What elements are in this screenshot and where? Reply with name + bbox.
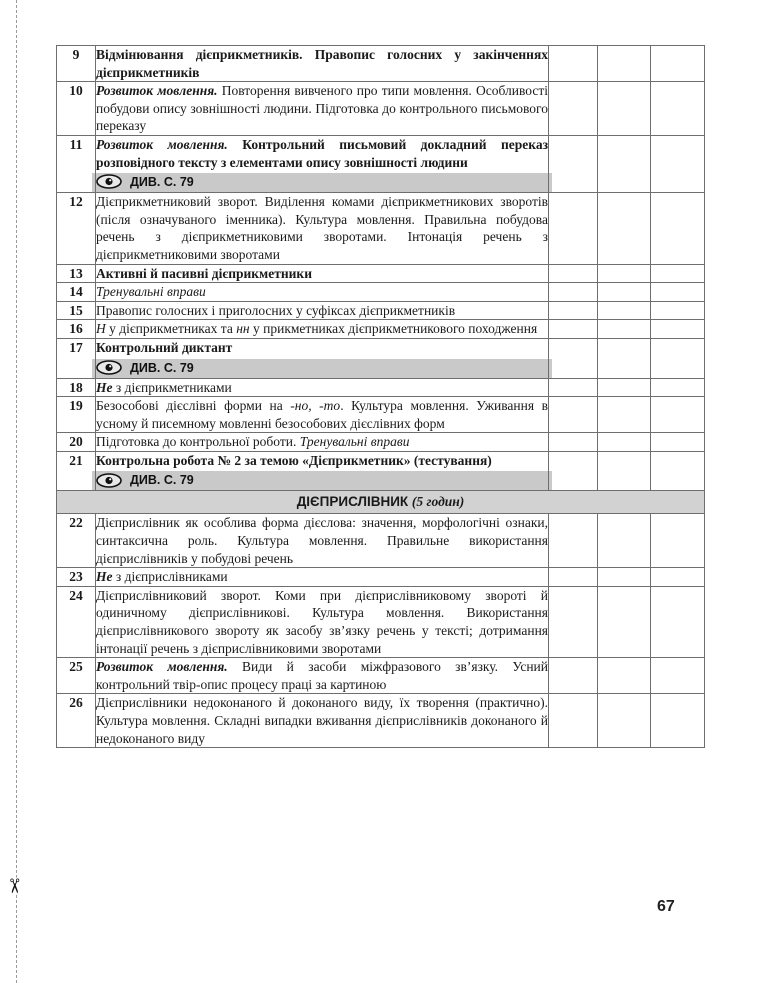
- empty-cell: [651, 135, 705, 192]
- topic-text: Види й засоби міжфразового зв’язку. Усний контрольний твір-опис процесу праці за картиною: [96, 659, 548, 692]
- topic-text: з дієприкметниками: [112, 379, 232, 395]
- topic-text: Дієприслівник як особлива форма дієслова: значення, морфологічні ознаки, синтаксична роль. Культура мовлення. Правильне використання дієприслівників у побудові речень: [96, 515, 548, 566]
- lesson-row: [57, 264, 705, 283]
- lesson-number: 24: [57, 586, 96, 657]
- lesson-row: [57, 568, 705, 587]
- topic-text: Розвиток мовлення.: [96, 136, 228, 152]
- empty-cell: [598, 514, 651, 568]
- lesson-number: 21: [57, 451, 96, 491]
- lesson-topic: [96, 46, 549, 82]
- eye-icon: [96, 473, 122, 488]
- lesson-topic: [96, 568, 549, 587]
- empty-cell: [549, 320, 598, 339]
- empty-cell: [549, 82, 598, 136]
- empty-cell: [549, 135, 598, 192]
- empty-cell: [549, 568, 598, 587]
- cut-line: [16, 0, 17, 983]
- lesson-number: 25: [57, 658, 96, 694]
- lesson-number: 11: [57, 135, 96, 192]
- lesson-topic: [96, 135, 549, 192]
- empty-cell: [651, 451, 705, 491]
- lesson-topic: [96, 514, 549, 568]
- topic-text: Не: [96, 379, 113, 395]
- lesson-topic: [96, 451, 549, 491]
- empty-cell: [598, 283, 651, 302]
- topic-text: Дієприслівниковий зворот. Коми при дієприслівниковому звороті й одиничному дієприслівникові. Культура мовлення. Використання дієприслівникового звороту як засобу зв’язку речень у тексті; дотримання інтонації речень з дієприслівниковими зворотами: [96, 587, 548, 656]
- empty-cell: [549, 433, 598, 452]
- lesson-number: 14: [57, 283, 96, 302]
- empty-cell: [549, 451, 598, 491]
- reference-label: ДИВ. С. 79: [130, 360, 194, 375]
- topic-text: з дієприслівниками: [112, 569, 228, 585]
- empty-cell: [651, 320, 705, 339]
- empty-cell: [598, 568, 651, 587]
- lesson-row: [57, 301, 705, 320]
- lesson-row: [57, 46, 705, 82]
- section-title: [57, 491, 705, 514]
- empty-cell: [651, 82, 705, 136]
- lesson-topic: [96, 586, 549, 657]
- lesson-row: [57, 82, 705, 136]
- empty-cell: [651, 378, 705, 397]
- empty-cell: [598, 320, 651, 339]
- lesson-row: [57, 586, 705, 657]
- topic-text: Н: [96, 321, 106, 337]
- topic-text: Дієприкметниковий зворот. Виділення комами дієприкметникових зворотів (після означуваного іменника). Культура мовлення. Правильна побудова речень з дієприкметниковими зворотами. Інтонація речень з дієприкметниковими зворотами: [96, 194, 548, 262]
- page-number: 67: [657, 898, 675, 915]
- empty-cell: [549, 301, 598, 320]
- lesson-topic: [96, 397, 549, 433]
- lesson-topic: [96, 658, 549, 694]
- lesson-number: 18: [57, 378, 96, 397]
- see-page-reference: [92, 471, 552, 490]
- lesson-row: [57, 135, 705, 192]
- lesson-topic: [96, 320, 549, 339]
- lesson-number: 19: [57, 397, 96, 433]
- empty-cell: [598, 451, 651, 491]
- empty-cell: [598, 264, 651, 283]
- topic-text: Безособові дієслівні форми на: [96, 398, 291, 414]
- empty-cell: [651, 264, 705, 283]
- see-page-reference: [92, 359, 552, 378]
- topic-text: Активні й пасивні дієприкметники: [96, 265, 312, 281]
- eye-icon: [96, 360, 122, 375]
- empty-cell: [651, 301, 705, 320]
- empty-cell: [549, 378, 598, 397]
- empty-cell: [651, 658, 705, 694]
- topic-text: Контрольний диктант: [96, 339, 233, 355]
- topic-text: Правопис голосних і приголосних у суфіксах дієприкметників: [96, 302, 456, 318]
- lesson-number: 17: [57, 338, 96, 378]
- empty-cell: [598, 82, 651, 136]
- lesson-number: 15: [57, 301, 96, 320]
- topic-text: Не: [96, 569, 113, 585]
- lesson-number: 10: [57, 82, 96, 136]
- empty-cell: [549, 694, 598, 748]
- reference-label: ДИВ. С. 79: [130, 473, 194, 488]
- topic-text: Відмінювання дієприкметників. Правопис голосних у закінченнях дієприкметників: [96, 47, 548, 80]
- lesson-number: 22: [57, 514, 96, 568]
- empty-cell: [549, 586, 598, 657]
- lesson-topic: [96, 193, 549, 264]
- empty-cell: [598, 433, 651, 452]
- lesson-plan-table: [56, 45, 705, 748]
- empty-cell: [651, 193, 705, 264]
- topic-text: у дієприкметниках та: [105, 321, 237, 337]
- section-name: ДІЄПРИСЛІВНИК: [296, 494, 409, 510]
- empty-cell: [549, 658, 598, 694]
- topic-text: Розвиток мовлення.: [96, 83, 218, 99]
- lesson-number: 23: [57, 568, 96, 587]
- empty-cell: [598, 46, 651, 82]
- empty-cell: [598, 378, 651, 397]
- lesson-number: 26: [57, 694, 96, 748]
- topic-text: Дієприслівники недоконаного й доконаного виду, їх творення (практично). Культура мовлення. Складні випадки вживання дієприслівників доконаного й недоконаного виду: [96, 695, 548, 746]
- lesson-row: [57, 320, 705, 339]
- empty-cell: [549, 514, 598, 568]
- lesson-topic: [96, 283, 549, 302]
- topic-text: у прикметниках дієприкметникового походження: [249, 321, 538, 337]
- empty-cell: [549, 46, 598, 82]
- topic-text: . Культура мовлення. Уживання в усному й писемному мовленні безособових дієслівних форм: [96, 398, 548, 431]
- empty-cell: [651, 568, 705, 587]
- lesson-row: [57, 378, 705, 397]
- topic-text: Розвиток мовлення.: [96, 659, 228, 675]
- lesson-row: [57, 451, 705, 491]
- section-hours: (5 годин): [411, 494, 465, 510]
- lesson-row: [57, 658, 705, 694]
- lesson-row: [57, 397, 705, 433]
- section-header-row: [57, 491, 705, 514]
- topic-text: Підготовка до контрольної роботи.: [96, 434, 300, 450]
- empty-cell: [549, 338, 598, 378]
- lesson-row: [57, 514, 705, 568]
- lesson-topic: [96, 82, 549, 136]
- see-page-reference: [92, 173, 552, 192]
- scissors-icon: ✂: [2, 877, 27, 895]
- empty-cell: [549, 264, 598, 283]
- empty-cell: [598, 301, 651, 320]
- empty-cell: [651, 283, 705, 302]
- empty-cell: [651, 338, 705, 378]
- empty-cell: [598, 586, 651, 657]
- empty-cell: [651, 586, 705, 657]
- lesson-number: 9: [57, 46, 96, 82]
- lesson-topic: [96, 378, 549, 397]
- empty-cell: [598, 193, 651, 264]
- empty-cell: [598, 694, 651, 748]
- topic-text: Контрольний письмовий докладний переказ розповідного тексту з елементами опису зовнішності людини: [96, 136, 548, 170]
- lesson-topic: [96, 338, 549, 378]
- lesson-number: 12: [57, 193, 96, 264]
- lesson-topic: [96, 301, 549, 320]
- lesson-number: 13: [57, 264, 96, 283]
- empty-cell: [598, 397, 651, 433]
- lesson-topic: [96, 433, 549, 452]
- reference-label: ДИВ. С. 79: [130, 175, 194, 190]
- empty-cell: [651, 433, 705, 452]
- empty-cell: [549, 193, 598, 264]
- topic-text: -но, -то: [290, 398, 341, 414]
- topic-text: Контрольна робота № 2 за темою «Дієприкметник» (тестування): [96, 452, 492, 468]
- empty-cell: [651, 694, 705, 748]
- lesson-row: [57, 193, 705, 264]
- lesson-topic: [96, 694, 549, 748]
- topic-text: Повторення вивченого про типи мовлення. Особливості побудови опису зовнішності людини. Підготовка до контрольного письмового переказу: [96, 83, 548, 134]
- lesson-number: 20: [57, 433, 96, 452]
- topic-text: нн: [236, 321, 250, 337]
- empty-cell: [598, 135, 651, 192]
- lesson-topic: [96, 264, 549, 283]
- eye-icon: [96, 174, 122, 189]
- empty-cell: [651, 514, 705, 568]
- empty-cell: [549, 283, 598, 302]
- lesson-number: 16: [57, 320, 96, 339]
- lesson-row: [57, 433, 705, 452]
- topic-text: Тренувальні вправи: [299, 434, 410, 450]
- empty-cell: [651, 397, 705, 433]
- lesson-row: [57, 283, 705, 302]
- empty-cell: [651, 46, 705, 82]
- empty-cell: [549, 397, 598, 433]
- lesson-row: [57, 694, 705, 748]
- lesson-row: [57, 338, 705, 378]
- empty-cell: [598, 338, 651, 378]
- topic-text: Тренувальні вправи: [96, 284, 206, 300]
- empty-cell: [598, 658, 651, 694]
